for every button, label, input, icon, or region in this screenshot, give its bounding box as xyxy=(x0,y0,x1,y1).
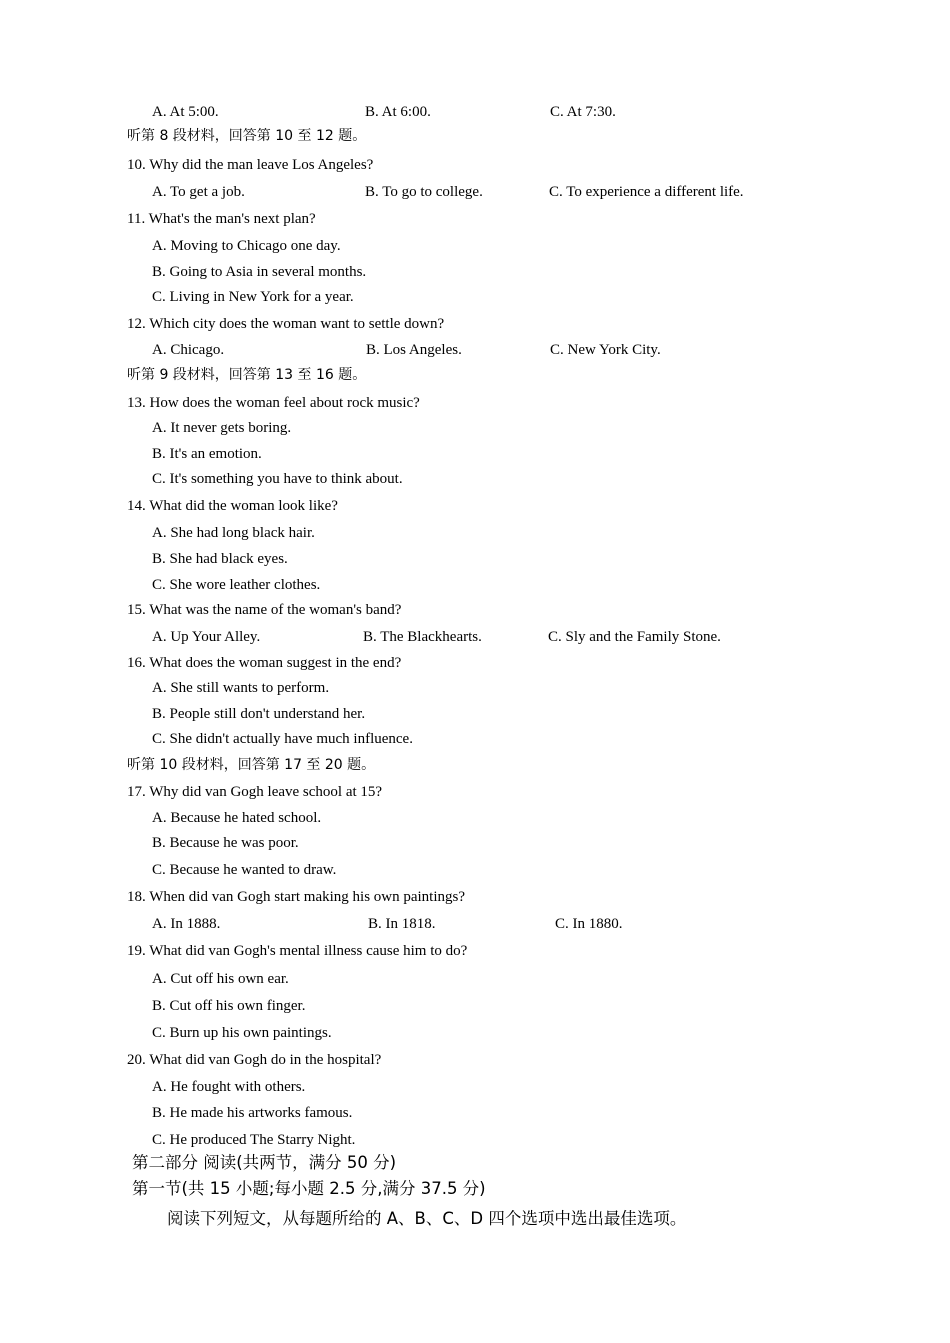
q18-option-a: A. In 1888. xyxy=(152,916,221,932)
q14-option-a: A. She had long black hair. xyxy=(152,525,315,541)
q19-option-c: C. Burn up his own paintings. xyxy=(152,1025,332,1041)
q10-stem: 10. Why did the man leave Los Angeles? xyxy=(127,157,374,173)
q16-option-b: B. People still don't understand her. xyxy=(152,706,366,722)
q10-option-a: A. To get a job. xyxy=(152,184,245,200)
q17-option-b: B. Because he was poor. xyxy=(152,835,299,851)
q15-option-c: C. Sly and the Family Stone. xyxy=(548,629,721,645)
q18-stem: 18. When did van Gogh start making his own paintings? xyxy=(127,889,466,905)
q19-option-b: B. Cut off his own finger. xyxy=(152,998,306,1014)
q13-option-a: A. It never gets boring. xyxy=(152,420,292,436)
section-10-heading: 听第 10 段材料，回答第 17 至 20 题。 xyxy=(127,757,376,773)
q19-stem: 19. What did van Gogh's mental illness cause him to do? xyxy=(127,943,468,959)
q17-stem: 17. Why did van Gogh leave school at 15? xyxy=(127,784,383,800)
q11-option-c: C. Living in New York for a year. xyxy=(152,289,354,305)
q16-stem: 16. What does the woman suggest in the end? xyxy=(127,655,402,671)
q12-stem: 12. Which city does the woman want to settle down? xyxy=(127,316,445,332)
q11-option-b: B. Going to Asia in several months. xyxy=(152,264,367,280)
q10-option-c: C. To experience a different life. xyxy=(549,184,744,200)
q15-stem: 15. What was the name of the woman's band? xyxy=(127,602,402,618)
q17-option-c: C. Because he wanted to draw. xyxy=(152,862,337,878)
q13-option-c: C. It's something you have to think about. xyxy=(152,471,403,487)
q11-stem: 11. What's the man's next plan? xyxy=(127,211,316,227)
q15-option-a: A. Up Your Alley. xyxy=(152,629,261,645)
q20-option-c: C. He produced The Starry Night. xyxy=(152,1132,356,1148)
q14-option-c: C. She wore leather clothes. xyxy=(152,577,321,593)
q12-option-c: C. New York City. xyxy=(550,342,661,358)
q9-option-c: C. At 7:30. xyxy=(550,104,616,120)
q11-option-a: A. Moving to Chicago one day. xyxy=(152,238,341,254)
q14-option-b: B. She had black eyes. xyxy=(152,551,288,567)
q20-stem: 20. What did van Gogh do in the hospital? xyxy=(127,1052,382,1068)
q13-option-b: B. It's an emotion. xyxy=(152,446,262,462)
q12-option-a: A. Chicago. xyxy=(152,342,225,358)
q13-stem: 13. How does the woman feel about rock music? xyxy=(127,395,420,411)
q10-option-b: B. To go to college. xyxy=(365,184,483,200)
q14-stem: 14. What did the woman look like? xyxy=(127,498,338,514)
section-8-heading: 听第 8 段材料，回答第 10 至 12 题。 xyxy=(127,128,367,144)
q19-option-a: A. Cut off his own ear. xyxy=(152,971,289,987)
q9-option-b: B. At 6:00. xyxy=(365,104,431,120)
q20-option-a: A. He fought with others. xyxy=(152,1079,306,1095)
q9-option-a: A. At 5:00. xyxy=(152,104,219,120)
q18-option-c: C. In 1880. xyxy=(555,916,623,932)
q20-option-b: B. He made his artworks famous. xyxy=(152,1105,353,1121)
part-2-section-1-heading: 第一节(共 15 小题;每小题 2.5 分,满分 37.5 分) xyxy=(132,1179,486,1198)
q15-option-b: B. The Blackhearts. xyxy=(363,629,482,645)
q18-option-b: B. In 1818. xyxy=(368,916,436,932)
q16-option-a: A. She still wants to perform. xyxy=(152,680,330,696)
part-2-title: 第二部分 阅读(共两节，满分 50 分) xyxy=(132,1153,397,1172)
section-9-heading: 听第 9 段材料，回答第 13 至 16 题。 xyxy=(127,367,367,383)
q16-option-c: C. She didn't actually have much influence. xyxy=(152,731,413,747)
q12-option-b: B. Los Angeles. xyxy=(366,342,462,358)
q17-option-a: A. Because he hated school. xyxy=(152,810,322,826)
part-2-instruction: 阅读下列短文，从每题所给的 A、B、C、D 四个选项中选出最佳选项。 xyxy=(167,1209,687,1228)
